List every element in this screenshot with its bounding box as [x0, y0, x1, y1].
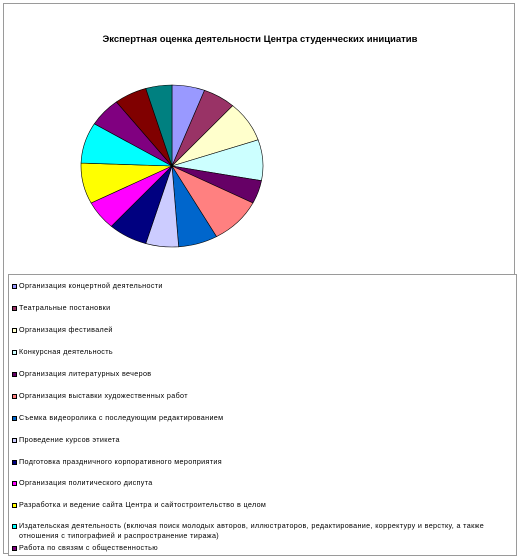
legend-label: Организация выставки художественных работ	[19, 391, 188, 400]
legend-item	[12, 543, 512, 553]
legend-item	[12, 413, 512, 423]
legend-swatch	[12, 546, 17, 551]
legend-label: Театральные постановки	[19, 303, 111, 312]
legend-swatch	[12, 460, 17, 465]
legend-label: Съемка видеоролика с последующим редактированием	[19, 413, 224, 422]
legend-item	[12, 457, 512, 467]
legend-swatch	[12, 372, 17, 377]
legend-item	[12, 281, 512, 291]
pie-chart	[4, 4, 516, 274]
legend-label: Разработка и ведение сайта Центра и сайтостроительство в целом	[19, 500, 267, 509]
legend-swatch	[12, 394, 17, 399]
legend-item	[12, 478, 512, 488]
legend-label: Проведение курсов этикета	[19, 435, 120, 444]
legend-swatch	[12, 306, 17, 311]
legend-swatch	[12, 328, 17, 333]
legend-item	[12, 521, 512, 540]
legend-item	[12, 347, 512, 357]
chart-legend	[8, 274, 517, 556]
legend-label: Организация фестивалей	[19, 325, 113, 334]
legend-swatch	[12, 350, 17, 355]
legend-swatch	[12, 284, 17, 289]
legend-swatch	[12, 438, 17, 443]
legend-item	[12, 369, 512, 379]
legend-label: Работа по связям с общественностью	[19, 543, 158, 552]
legend-label: Издательская деятельность (включая поиск молодых авторов, иллюстраторов, редактирование, корректуру и верстку, а также отношения с типографией и распространение тиража)	[19, 521, 485, 540]
legend-item	[12, 325, 512, 335]
chart-title: Экспертная оценка деятельности Центра студенческих инициатив	[102, 34, 418, 45]
legend-item	[12, 303, 512, 313]
legend-label: Подготовка праздничного корпоративного мероприятия	[19, 457, 223, 466]
legend-swatch	[12, 503, 17, 508]
legend-label: Организация концертной деятельности	[19, 281, 163, 290]
legend-swatch	[12, 524, 17, 529]
legend-item	[12, 435, 512, 445]
legend-label: Организация литературных вечеров	[19, 369, 152, 378]
legend-item	[12, 391, 512, 401]
legend-label: Конкурсная деятельность	[19, 347, 113, 356]
legend-item	[12, 500, 512, 510]
legend-label: Организация политического диспута	[19, 478, 153, 487]
legend-swatch	[12, 481, 17, 486]
legend-swatch	[12, 416, 17, 421]
chart-frame	[3, 3, 515, 554]
